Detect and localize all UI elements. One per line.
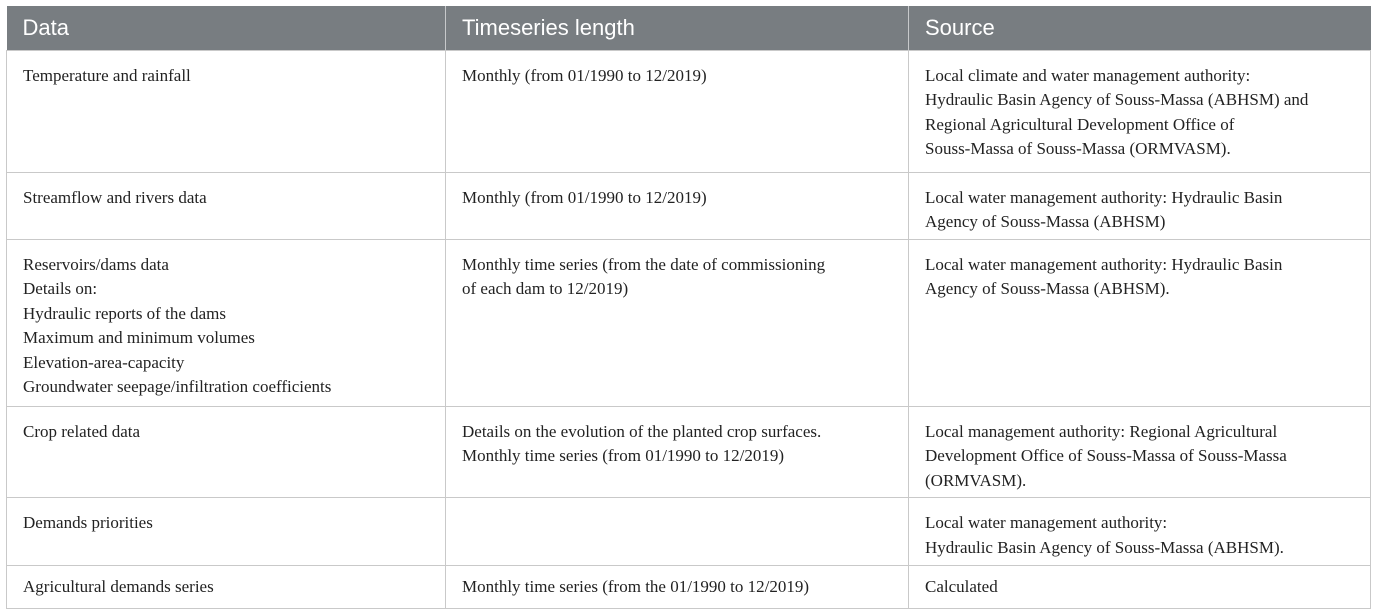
cell-text-line: (ORMVASM). xyxy=(925,470,1027,490)
data-sources-table xyxy=(6,6,1371,609)
cell-text-line: Agency of Souss-Massa (ABHSM) xyxy=(925,212,1166,231)
cell-text-line: Local management authority: Regional Agricultural xyxy=(925,421,1278,441)
cell-text-line: Details on the evolution of the planted crop surfaces. xyxy=(462,421,822,441)
cell-text-line: Temperature and rainfall xyxy=(23,65,191,85)
cell-text-line: Local water management authority: Hydraulic Basin xyxy=(925,187,1283,207)
cell-text-line: Monthly (from 01/1990 to 12/2019) xyxy=(462,65,707,85)
cell-text-line: Local climate and water management authority: xyxy=(925,65,1251,85)
cell-source xyxy=(909,172,1371,239)
cell-source xyxy=(909,566,1371,609)
cell-text-line: Maximum and minimum volumes xyxy=(23,328,255,347)
cell-data xyxy=(7,566,446,609)
cell-data xyxy=(7,239,446,406)
cell-source xyxy=(909,406,1371,498)
table-row xyxy=(7,566,1371,609)
cell-text-line: Monthly time series (from the date of commissioning xyxy=(462,254,826,274)
cell-text-line: Demands priorities xyxy=(23,513,153,532)
cell-source xyxy=(909,50,1371,172)
cell-text-line: Monthly (from 01/1990 to 12/2019) xyxy=(462,187,707,207)
header-row xyxy=(7,6,1371,50)
cell-text-line: Reservoirs/dams data xyxy=(23,254,169,274)
cell-text-line: Local water management authority: Hydraulic Basin xyxy=(925,254,1283,274)
cell-timeseries-length xyxy=(446,566,909,609)
cell-text-line: Hydraulic Basin Agency of Souss-Massa (ABHSM). xyxy=(925,537,1284,557)
cell-timeseries-length xyxy=(446,406,909,498)
cell-text-line: Hydraulic Basin Agency of Souss-Massa (ABHSM) and xyxy=(925,90,1309,109)
cell-timeseries-length xyxy=(446,172,909,239)
cell-timeseries-length xyxy=(446,498,909,566)
cell-source xyxy=(909,239,1371,406)
cell-data xyxy=(7,498,446,566)
table-row xyxy=(7,406,1371,498)
cell-text-line: Groundwater seepage/infiltration coefficients xyxy=(23,377,332,396)
cell-data xyxy=(7,172,446,239)
cell-text-line: of each dam to 12/2019) xyxy=(462,279,629,298)
cell-text-line: Elevation-area-capacity xyxy=(23,352,185,372)
cell-timeseries-length xyxy=(446,239,909,406)
cell-data xyxy=(7,406,446,498)
cell-text-line: Development Office of Souss-Massa of Souss-Massa xyxy=(925,446,1287,465)
cell-data xyxy=(7,50,446,172)
table-row xyxy=(7,172,1371,239)
cell-text-line: Local water management authority: xyxy=(925,513,1168,532)
table-row xyxy=(7,50,1371,172)
cell-text-line: Crop related data xyxy=(23,421,141,441)
cell-text-line: Details on: xyxy=(23,279,98,298)
cell-text-line: Regional Agricultural Development Office of xyxy=(925,114,1235,134)
cell-source xyxy=(909,498,1371,566)
cell-text-line: Agency of Souss-Massa (ABHSM). xyxy=(925,279,1170,298)
cell-text-line: Souss-Massa of Souss-Massa (ORMVASM). xyxy=(925,139,1231,158)
cell-text-line: Monthly time series (from the 01/1990 to 12/2019) xyxy=(462,577,810,596)
cell-text-line: Monthly time series (from 01/1990 to 12/2019) xyxy=(462,446,785,465)
table-body xyxy=(7,50,1371,609)
table-row xyxy=(7,239,1371,406)
header-timeseries-length: Timeseries length xyxy=(446,6,909,50)
cell-text-line: Calculated xyxy=(925,577,998,596)
table-row xyxy=(7,498,1371,566)
cell-timeseries-length xyxy=(446,50,909,172)
cell-text-line: Agricultural demands series xyxy=(23,577,214,596)
data-sources-table-container xyxy=(6,6,1370,609)
header-data: Data xyxy=(7,6,446,50)
header-source: Source xyxy=(909,6,1371,50)
cell-text-line: Streamflow and rivers data xyxy=(23,187,207,207)
table-header xyxy=(7,6,1371,50)
cell-text-line: Hydraulic reports of the dams xyxy=(23,303,226,323)
